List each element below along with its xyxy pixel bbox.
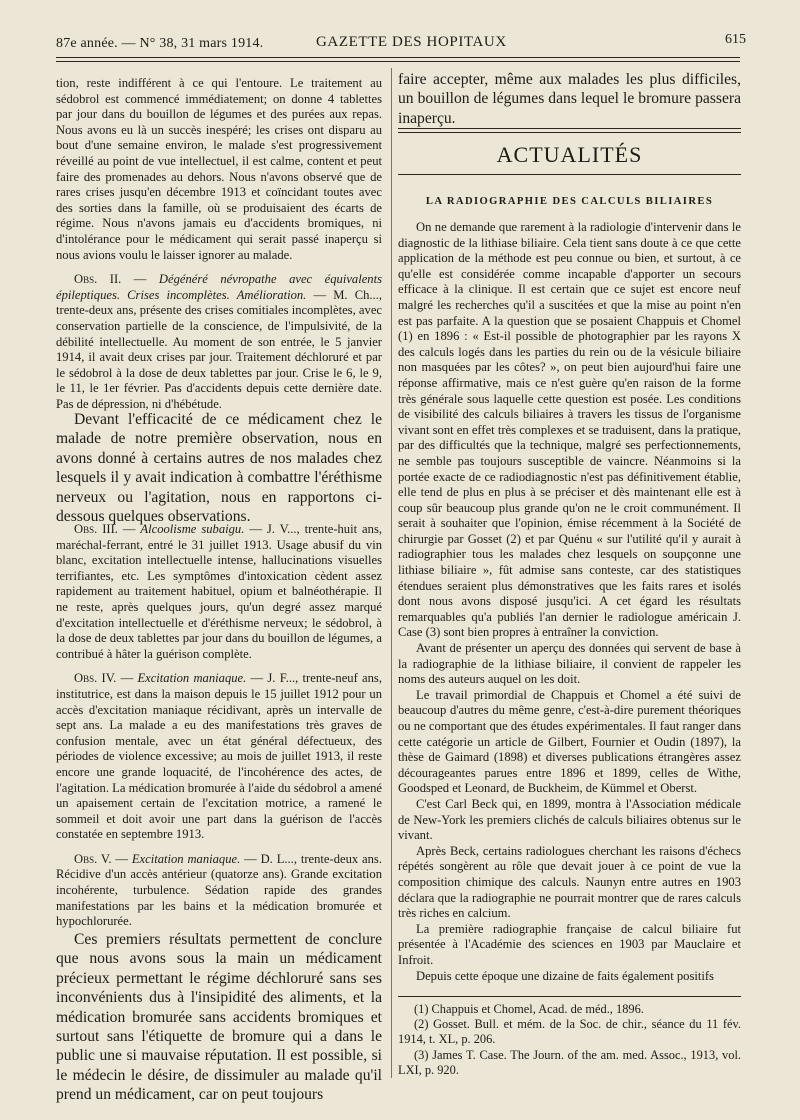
obs-text: — J. V..., trente-huit ans, maréchal-ferrant, entré le 31 juillet 1913. Usage abusif du vin blanc, excitation intellectuelle intense, hallucinations visuelles terrifiantes, etc. Les symptômes d'intoxication cèdent assez rapidement au traitement habituel, opium et balnéothérapie. Il ne reste, après quelques jours, qu'un degré assez marqué d'excitation intellectuelle et d'éréthisme nerveux; le sédobrol, à la dose de deux tablettes par jour dans du bouillon de légumes, a contribué à hâter la guérison complète. (56, 522, 382, 661)
paragraph-continuation-right: faire accepter, même aux malades les plus difficiles, un bouillon de légumes dans lequel le bromure passera inaperçu. (398, 71, 741, 127)
running-header (56, 34, 746, 56)
section-rule-bottom (398, 174, 741, 175)
issue-info: 87e année. — N° 38, 31 mars 1914. (56, 36, 264, 51)
paragraph-conclusion: Ces premiers résultats permettent de conclure que nous avons sous la main un médicament précieux permettant le régime déchloruré sans ses inconvénients dus à l'insipidité des aliments, et la médication bromurée sans accidents bromiques et surtout sans l'étiquette de bromure qui a dans le public une si mauvaise réputation. Il est possible, si le médecin le désire, de dissimuler au malade qu'il prend un médicament, car on peut toujours (56, 931, 382, 1104)
obs-title: Dégénéré névropathe avec équivalents épileptiques. Crises incomplètes. Amélioration. (56, 272, 383, 302)
article-paragraph: Avant de présenter un aperçu des données qui servent de base à la radiographie de la lithiase biliaire, il convient de rappeler les noms des auteurs auquel on les doit. (398, 641, 741, 687)
section-title: ACTUALITÉS (496, 142, 643, 167)
article-title: LA RADIOGRAPHIE DES CALCULS BILIAIRES (425, 196, 714, 207)
observation-4 (56, 671, 382, 843)
section-rule (398, 128, 741, 129)
obs-label: Obs. IV. — (74, 671, 138, 686)
article-paragraph: La première radiographie française de calcul biliaire fut présentée à l'Académie des sciences en 1903 par Mauclaire et Infroit. (398, 921, 741, 967)
footnote-2: (2) Gosset. Bull. et mém. de la Soc. de chir., séance du 11 fév. 1914, t. XL, p. 206. (398, 1017, 741, 1047)
left-column-observations (56, 522, 382, 930)
article-body (398, 220, 741, 984)
header-rule (56, 57, 740, 58)
obs-label: Obs. II. — (74, 272, 159, 287)
section-rule-thin (398, 132, 741, 133)
obs-title: Excitation maniaque. (137, 671, 247, 686)
footnotes-rule (398, 996, 741, 997)
article-paragraph: C'est Carl Beck qui, en 1899, montra à l'Association médicale de New-York les premiers clichés de calculs biliaires obtenus sur le vivant. (398, 796, 741, 843)
obs-text: — M. Ch..., trente-deux ans, présente des crises comitiales incomplètes, avec conservation partielle de la conscience, de l'impulsivité, de la débilité intellectuelle. Au moment de son entrée, le 5 janvier 1914, il avait deux crises par jour. Traitement déchloruré et par le sédobrol à la dose de deux tablettes par jour. Crise le 6, le 9, le 11, le 1er février. Pas d'accidents depuis cette dernière date. Pas de dépression, ni d'hébétude. (56, 287, 382, 411)
observation-2 (56, 272, 382, 412)
left-column-top (56, 76, 382, 412)
obs-label: Obs. III. — (74, 522, 141, 536)
article-paragraph: Le travail primordial de Chappuis et Chomel a été suivi de beaucoup d'autres du même genre, c'est-à-dire purement théoriques ou ne comportant que des études expérimentales. Il faut ranger dans cette catégorie un article de Gilbert, Fournier et Oudin (1897), la thèse de Gaimard (1898) et diverses publications étrangères assez décourageantes parues entre 1896 et 1899, celles de Withe, Goodsped et Leonard, de Buckheim, de Kümmel et Oberst. (398, 687, 741, 796)
article-paragraph: Depuis cette époque une dizaine de faits également positifs (416, 968, 714, 983)
observation-3 (56, 522, 382, 662)
obs-title: Excitation maniaque. (131, 851, 241, 866)
footnotes (398, 1002, 741, 1078)
section-header-box (398, 128, 741, 182)
obs-label: Obs. V. — (74, 851, 132, 866)
footnote-1: (1) Chappuis et Chomel, Acad. de méd., 1896. (414, 1002, 644, 1016)
obs-title: Alcoolisme subaigu. (140, 522, 245, 536)
observation-5 (56, 852, 382, 930)
journal-title: GAZETTE DES HOPITAUX (316, 34, 507, 50)
article-paragraph: On ne demande que rarement à la radiologie d'intervenir dans le diagnostic de la lithiase biliaire. Cela tient sans doute à ce que cette application de la méthode est peu connue ou bien, et surtout, à ce qu'elle est considérée comme incapable d'apporter un secours efficace à la clinique. Il est certain que ce sujet est encore neuf malgré les recherches qu'il a suscitées et que la mise au point n'en est pas parfaite. A la question que se posaient Chappuis et Chomel (1) en 1896 : « Est-il possible de photographier par les rayons X des calculs logés dans les parties du rein ou de la vésicule biliaire non masquées par les côtes? », on peut bien aujourd'hui faire une réponse affirmative, mais ce n'est guère qu'en raison de la forme très générale sous laquelle cette question est posée. Les conditions de visibilité des calculs biliaires à travers les tissus de l'organisme vivant sont en effet très complexes et se traduisent, dans la pratique, par des difficultés que la technique, malgré ses perfectionnements, ne semble pas toujours susceptible de vaincre. Néanmoins si la portée exacte de ce radiodiagnostic n'est pas définitivement établie, elle tend de plus en plus à se préciser et dès maintenant elle est à coup sûr beaucoup plus grande qu'on ne le croit communément. Il serait à souhaiter que l'opinion, émise récemment à la Société de chirurgie par Gosset (2) et par Quénu « sur l'utilité qu'il y aurait à radiographier tous les malades chez lesquels on soupçonne une lithiase biliaire », fût admise sans conteste, car des statistiques étendues seraient plus démonstratives que les faits rares et isolés dont nous avons disposé jusqu'ici. A cet égard les résultats remarquables qu'a publiés l'an dernier le radiologue américain J. Case (3) sont bien propres à entraîner la conviction. (398, 220, 741, 640)
header-rule-thin (56, 61, 740, 62)
paragraph-continuation: tion, reste indifférent à ce qui l'entoure. Le traitement au sédobrol est commencé immédiatement; on donne 4 tablettes par jour dans du bouillon de légumes et des purées aux repas. Nous avons eu là un succès inespéré; les crises ont disparu au bout d'une semaine environ, le malade s'est progressivement réveillé au point de vue intellectuel, il est calme, content et peut faire des promenades au dehors. Nous n'avons observé que de rares crises jusqu'en décembre 1913 et coïncidant toutes avec des sorties dans la famille, où se produisaient des écarts de régime. Nous n'avons jamais eu d'accidents bromiques, ni d'intolérance pour le médicament qui serait passé inaperçu si nous avions voulu le laisser ignorer au malade. (56, 76, 382, 262)
obs-text: — D. L..., trente-deux ans. Récidive d'un accès antérieur (quatorze ans). Grande excitation incohérente, turbulence. Sédation rapide des grandes manifestations par les bains et la médication bromurée et hypochlorurée. (56, 851, 382, 929)
page-number: 615 (725, 32, 746, 47)
article-paragraph: Après Beck, certains radiologues cherchant les raisons d'échecs répétés songèrent au rôle que devait jouer à ce point de vue la composition chimique des calculs. Naunyn entre autres en 1903 déclara que la radiographie ne pourrait montrer que de rares calculs très riches en calcium. (398, 843, 741, 921)
obs-text: — J. F..., trente-neuf ans, institutrice, est dans la maison depuis le 15 juillet 1912 pour un accès d'excitation maniaque récidivant, après un intervalle de sept ans. La malade a eu des manifestations très graves de confusion mentale, avec un état général défectueux, des périodes de violence excessive; au mois de juillet 1913, il reste encore une grande loquacité, de l'incohérence des actes, de l'agitation. La médication bromurée à l'aide du sédobrol a amené un apaisement certain de l'excitation motrice, a ramené le sommeil et doit avoir une part dans la guérison de l'accès constatée en septembre 1913. (56, 671, 382, 842)
column-separator (391, 68, 392, 1078)
paragraph-efficacy: Devant l'efficacité de ce médicament chez le malade de notre première observation, nous en avons donné à certains autres de nos malades chez lesquels il y avait indication à combattre l'éréthisme nerveux ou l'agitation, nous en rapportons ci-dessous quelques observations. (56, 411, 382, 526)
footnote-3: (3) James T. Case. The Journ. of the am. med. Assoc., 1913, vol. LXI, p. 920. (398, 1047, 741, 1077)
